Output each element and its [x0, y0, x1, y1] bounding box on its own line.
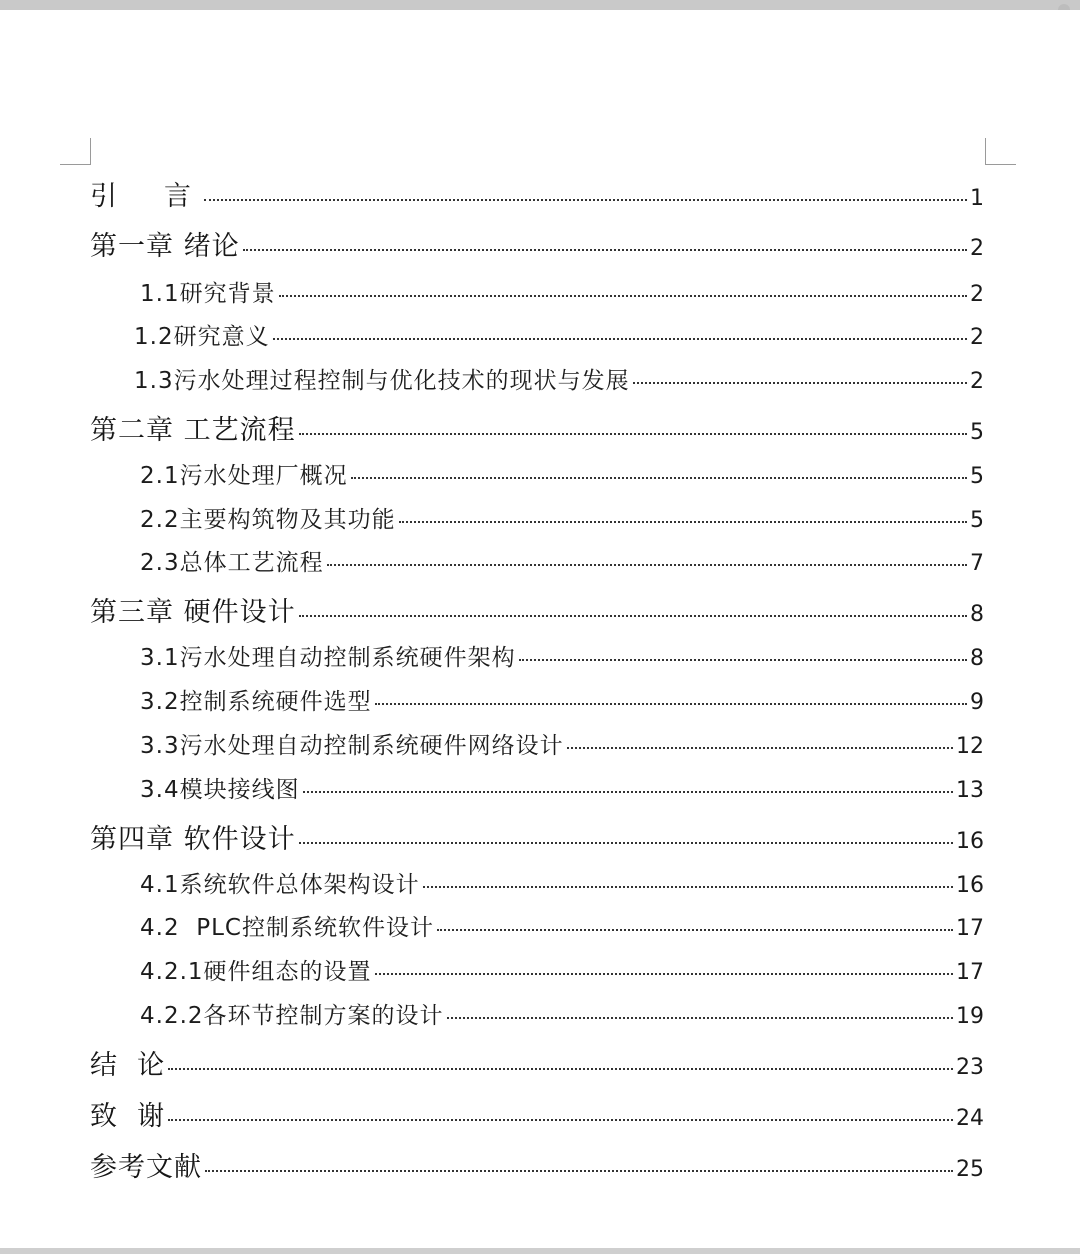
toc-dot-leader [399, 521, 967, 523]
toc-entry-title: 第一章 绪论 [90, 231, 240, 262]
toc-dot-leader [273, 338, 967, 340]
toc-dot-leader [447, 1017, 953, 1019]
toc-dot-leader [633, 382, 967, 384]
margin-corner-mark-top-right [985, 138, 1016, 165]
toc-entry-title: 引 言 [90, 181, 201, 212]
toc-entry-page: 2 [970, 369, 984, 394]
toc-entry-page: 5 [970, 464, 984, 489]
toc-entry-page: 2 [970, 236, 984, 261]
toc-entry-title: 2.2主要构筑物及其功能 [140, 507, 396, 533]
toc-entry-1-1[interactable] [140, 275, 984, 308]
toc-entry-title: 致 谢 [90, 1101, 166, 1132]
toc-entry-title: 4.1系统软件总体架构设计 [140, 872, 420, 898]
toc-dot-leader [168, 1068, 953, 1070]
toc-entry-introduction[interactable] [90, 174, 984, 213]
toc-entry-title: 3.1污水处理自动控制系统硬件架构 [140, 645, 516, 671]
toc-entry-title: 参考文献 [90, 1152, 202, 1183]
toc-dot-leader [303, 791, 953, 793]
toc-entry-conclusion[interactable] [90, 1043, 984, 1082]
toc-entry-chapter-3[interactable] [90, 590, 984, 629]
toc-entry-4-2[interactable] [140, 909, 984, 942]
toc-entry-page: 8 [970, 602, 984, 627]
window-bottom-strip [0, 1248, 1080, 1254]
toc-entry-page: 12 [956, 734, 984, 759]
toc-entry-3-4[interactable] [140, 771, 984, 804]
toc-entry-page: 9 [970, 690, 984, 715]
toc-entry-page: 16 [956, 873, 984, 898]
toc-dot-leader [205, 1170, 953, 1172]
window-top-strip [0, 0, 1080, 10]
toc-entry-page: 25 [956, 1157, 984, 1182]
toc-dot-leader [567, 747, 953, 749]
toc-entry-1-2[interactable] [134, 318, 984, 351]
toc-dot-leader [168, 1119, 953, 1121]
toc-entry-4-2-1[interactable] [140, 953, 984, 986]
toc-entry-page: 19 [956, 1004, 984, 1029]
toc-entry-page: 5 [970, 508, 984, 533]
toc-entry-page: 13 [956, 778, 984, 803]
toc-dot-leader [327, 564, 967, 566]
toc-dot-leader [423, 886, 953, 888]
toc-entry-page: 1 [970, 186, 984, 211]
toc-entry-title: 2.1污水处理厂概况 [140, 463, 348, 489]
toc-entry-3-3[interactable] [140, 727, 984, 760]
toc-dot-leader [204, 199, 967, 201]
toc-entry-title: 3.2控制系统硬件选型 [140, 689, 372, 715]
toc-entry-2-1[interactable] [140, 457, 984, 490]
toc-entry-chapter-4[interactable] [90, 817, 984, 856]
toc-entry-title: 1.1研究背景 [140, 281, 276, 307]
toc-entry-page: 24 [956, 1106, 984, 1131]
toc-entry-title: 1.2研究意义 [134, 324, 270, 350]
toc-entry-title: 第三章 硬件设计 [90, 597, 296, 628]
toc-entry-page: 8 [970, 646, 984, 671]
toc-entry-page: 23 [956, 1055, 984, 1080]
toc-entry-title: 4.2.1硬件组态的设置 [140, 959, 372, 985]
toc-entry-page: 7 [970, 551, 984, 576]
toc-entry-title: 4.2.2各环节控制方案的设计 [140, 1003, 444, 1029]
toc-entry-chapter-2[interactable] [90, 408, 984, 447]
toc-entry-2-2[interactable] [140, 501, 984, 534]
toc-entry-page: 5 [970, 420, 984, 445]
toc-entry-page: 17 [956, 960, 984, 985]
toc-entry-3-1[interactable] [140, 639, 984, 672]
toc-dot-leader [299, 615, 967, 617]
toc-entry-2-3[interactable] [140, 544, 984, 577]
toc-entry-title: 第二章 工艺流程 [90, 415, 296, 446]
toc-entry-title: 3.4模块接线图 [140, 777, 300, 803]
toc-dot-leader [519, 659, 967, 661]
toc-entry-title: 结 论 [90, 1050, 166, 1081]
toc-entry-4-2-2[interactable] [140, 997, 984, 1030]
toc-entry-1-3[interactable] [134, 362, 984, 395]
toc-entry-page: 2 [970, 282, 984, 307]
toc-entry-title: 4.2 PLC控制系统软件设计 [140, 915, 434, 941]
toc-dot-leader [279, 295, 967, 297]
toc-entry-title: 1.3污水处理过程控制与优化技术的现状与发展 [134, 368, 630, 394]
toc-entry-chapter-1[interactable] [90, 224, 984, 263]
toc-entry-title: 3.3污水处理自动控制系统硬件网络设计 [140, 733, 564, 759]
toc-dot-leader [437, 929, 953, 931]
toc-entry-acknowledgements[interactable] [90, 1094, 984, 1133]
margin-corner-mark-top-left [60, 138, 91, 165]
document-page [0, 10, 1080, 1248]
toc-dot-leader [299, 842, 953, 844]
toc-entry-title: 第四章 软件设计 [90, 824, 296, 855]
toc-dot-leader [299, 433, 967, 435]
toc-entry-references[interactable] [90, 1145, 984, 1184]
toc-entry-page: 2 [970, 325, 984, 350]
toc-entry-page: 17 [956, 916, 984, 941]
toc-entry-4-1[interactable] [140, 866, 984, 899]
toc-entry-title: 2.3总体工艺流程 [140, 550, 324, 576]
toc-dot-leader [375, 973, 953, 975]
toc-entry-3-2[interactable] [140, 683, 984, 716]
toc-entry-page: 16 [956, 829, 984, 854]
toc-dot-leader [243, 249, 967, 251]
toc-dot-leader [351, 477, 967, 479]
toc-dot-leader [375, 703, 967, 705]
